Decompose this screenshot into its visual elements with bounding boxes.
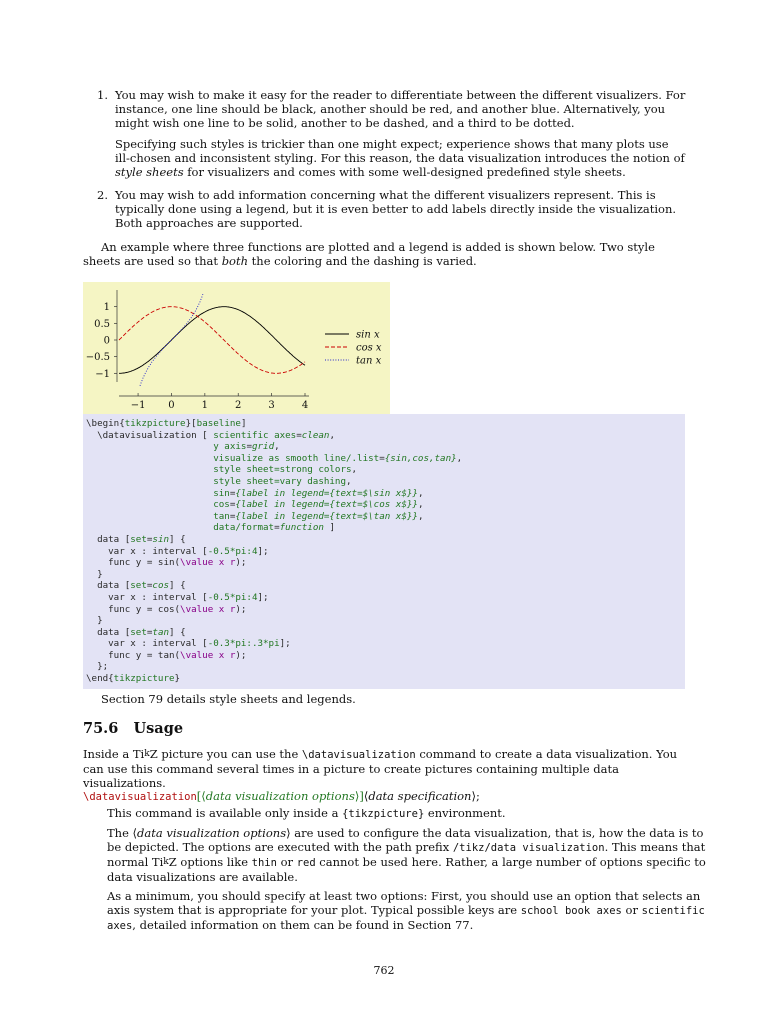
code-line: func y = sin(\value x r);	[86, 557, 247, 569]
legend-label-cos: cos x	[356, 342, 382, 354]
intro-paragraph: An example where three functions are plotted and a legend is added is shown below. Two style sheets are used so that both the coloring and the dashing is varied.	[83, 240, 655, 268]
code-line: visualize as smooth line/.list={sin,cos,tan},	[213, 452, 463, 464]
command-options: data visualization options	[205, 789, 355, 803]
desc-paragraph: The ⟨data visualization options⟩ are used to configure the data visualization, that is, how the data is to be depicted. The options are executed with the path prefix /tikz/data visualization. This means that normal Ti$^k$Z options like thin or red cannot be used here. Rather, a large number of options specific to data visualizations are available.	[107, 826, 706, 884]
x-tick-label: 4	[301, 400, 309, 411]
y-tick-label: 0.5	[94, 318, 110, 330]
series-line-sin	[119, 307, 305, 374]
list-item-1	[83, 88, 687, 179]
list-item-2	[83, 188, 687, 230]
command-signature: \datavisualization[⟨data visualization options⟩]⟨data specification⟩;	[83, 789, 480, 803]
code-line: y axis=grid,	[213, 441, 280, 453]
code-line: data [set=cos] {	[86, 580, 186, 592]
code-line: style sheet=strong colors,	[213, 464, 358, 476]
numbered-list	[83, 88, 687, 268]
code-listing	[83, 414, 685, 689]
item-paragraph: You may wish to add information concerning what the different visualizers represent. This is typically done using a legend, but it is even better to add labels directly inside the visualization. Both approaches are supported.	[115, 188, 677, 230]
desc-paragraph: This command is available only inside a {tikzpicture} environment.	[107, 806, 506, 820]
example-figure	[83, 282, 390, 414]
y-tick-label: −0.5	[85, 352, 110, 364]
y-tick-label: 0	[103, 335, 110, 347]
code-line: cos={label in legend={text=$\cos x$}},	[213, 499, 424, 511]
code-line: data [set=tan] {	[86, 626, 186, 638]
function-plot	[83, 282, 390, 414]
command-name: \datavisualization	[83, 791, 197, 803]
item-paragraph: Specifying such styles is trickier than one might expect; experience shows that many plots use ill-chosen and inconsistent styling. For this reason, the data visualization introduces the notion of style sheets for visualizers and comes with some well-designed predefined style sheets.	[115, 137, 685, 179]
section-title: Usage	[133, 720, 184, 737]
legend-label-sin: sin x	[356, 329, 380, 341]
code-line: var x : interval [-0.5*pi:4];	[86, 545, 269, 557]
command-spec: data specification	[368, 789, 472, 803]
code-line: style sheet=vary dashing,	[213, 475, 352, 487]
y-tick-label: 1	[103, 302, 110, 314]
item-paragraph: You may wish to make it easy for the reader to differentiate between the different visualizers. For instance, one line should be black, another should be red, and another blue. Alternatively, you might wish one line to be solid, another to be dashed, and a third to be dotted.	[115, 88, 686, 130]
code-line: \begin{tikzpicture}[baseline]	[86, 418, 247, 429]
after-code-text: Section 79 details style sheets and legends.	[101, 692, 356, 706]
section-number: 75.6	[83, 720, 119, 737]
page-number: 762	[373, 964, 395, 977]
code-line: \end{tikzpicture}	[86, 673, 181, 685]
legend-label-tan: tan x	[356, 355, 382, 367]
usage-paragraph: Inside a Ti$^k$Z picture you can use the \datavisualization command to create a data visualization. You can use this command several times in a picture to create pictures containing multiple data visualizations.	[83, 747, 678, 790]
code-line: var x : interval [-0.3*pi:.3*pi];	[86, 638, 291, 650]
desc-paragraph: As a minimum, you should specify at least two options: First, you should use an option that selects an axis system that is appropriate for your plot. Typical possible keys are school book axes or scientific axes, detailed information on them can be found in Section 77.	[107, 889, 705, 932]
x-tick-label: 3	[268, 400, 275, 411]
code-line: data/format=function ]	[213, 522, 335, 534]
series-line-cos	[119, 307, 305, 374]
item-number: 2.	[97, 188, 108, 202]
code-line: func y = tan(\value x r);	[86, 649, 247, 661]
x-tick-label: 0	[168, 400, 175, 411]
code-line: sin={label in legend={text=$\sin x$}},	[213, 487, 424, 499]
code-line: tan={label in legend={text=$\tan x$}},	[213, 510, 424, 522]
x-tick-label: 1	[201, 400, 209, 411]
code-line: \datavisualization [ scientific axes=clean,	[86, 429, 335, 441]
code-line: }	[86, 615, 103, 627]
code-line: };	[86, 661, 109, 673]
y-tick-label: −1	[95, 368, 110, 380]
item-number: 1.	[97, 88, 108, 102]
code-line: func y = cos(\value x r);	[86, 603, 247, 615]
x-tick-label: −1	[130, 400, 146, 411]
code-line: var x : interval [-0.5*pi:4];	[86, 591, 269, 603]
x-tick-label: 2	[235, 400, 242, 411]
section-heading	[83, 722, 183, 736]
code-line: data [set=sin] {	[86, 533, 186, 545]
command-description	[83, 806, 711, 933]
code-line: }	[86, 568, 103, 580]
